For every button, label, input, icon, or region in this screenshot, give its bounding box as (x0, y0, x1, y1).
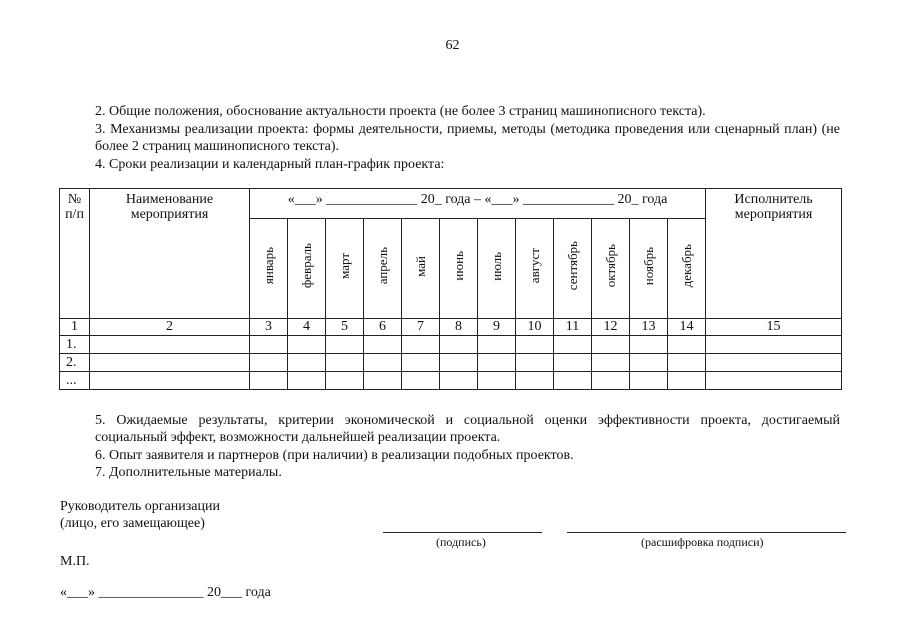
header-month-cell (250, 219, 288, 319)
column-number-cell: 12 (592, 319, 630, 336)
calendar-plan-table (59, 188, 842, 390)
org-head-label: Руководитель организации (60, 499, 220, 514)
section-3-mechanisms (60, 121, 840, 155)
header-month-label: декабрь (678, 244, 694, 288)
table-cell (592, 354, 630, 372)
header-month-label: сентябрь (564, 241, 580, 291)
signature-decode-caption: (расшифровка подписи) (641, 535, 764, 549)
table-cell (516, 336, 554, 354)
column-number-cell: 14 (668, 319, 706, 336)
column-number-cell: 5 (326, 319, 364, 336)
section-7-materials (60, 464, 840, 481)
signature-caption: (подпись) (436, 535, 486, 549)
table-cell (554, 354, 592, 372)
table-cell (440, 336, 478, 354)
table-cell (630, 372, 668, 390)
section-4-text: 4. Сроки реализации и календарный план-график проекта: (95, 157, 445, 172)
row-number-cell: ... (60, 372, 90, 390)
table-row (60, 354, 842, 372)
table-cell (288, 372, 326, 390)
table-cell (402, 336, 440, 354)
header-period (250, 189, 706, 219)
header-event-name (90, 189, 250, 319)
column-number-cell: 15 (706, 319, 842, 336)
header-month-cell (630, 219, 668, 319)
section-6-text: 6. Опыт заявителя и партнеров (при наличии) в реализации подобных проектов. (95, 448, 574, 463)
header-month-cell (402, 219, 440, 319)
section-2-text: 2. Общие положения, обоснование актуальности проекта (не более 3 страниц машинописного текста). (95, 104, 706, 119)
table-cell (440, 354, 478, 372)
stamp-place-label: М.П. (60, 554, 90, 569)
signature-decode-line (567, 532, 846, 533)
table-cell (250, 354, 288, 372)
table-cell (706, 372, 842, 390)
table-cell (516, 354, 554, 372)
table-cell (478, 354, 516, 372)
table-row (60, 372, 842, 390)
table-cell (440, 372, 478, 390)
signature-line (383, 532, 542, 533)
header-month-cell (516, 219, 554, 319)
table-cell (630, 336, 668, 354)
header-executor-text: Исполнитель мероприятия (734, 192, 813, 222)
header-month-label: март (336, 253, 352, 279)
table-cell (250, 372, 288, 390)
header-month-label: январь (260, 247, 276, 285)
header-event-name-text: Наименование мероприятия (125, 192, 214, 222)
table-cell (592, 372, 630, 390)
table-cell (402, 354, 440, 372)
header-month-cell (440, 219, 478, 319)
table-row (60, 336, 842, 354)
section-3-text: 3. Механизмы реализации проекта: формы деятельности, приемы, методы (методика проведения или сценарный план) (не более 2 страниц машинописного текста). (95, 122, 840, 154)
header-month-label: февраль (298, 243, 314, 289)
table-cell (668, 354, 706, 372)
table-cell (592, 336, 630, 354)
header-period-text: «___» _____________ 20_ года – «___» _____________ 20_ года (287, 192, 668, 207)
table-cell (288, 354, 326, 372)
table-cell (668, 372, 706, 390)
header-month-label: ноябрь (640, 246, 656, 286)
header-month-cell (668, 219, 706, 319)
column-number-cell: 7 (402, 319, 440, 336)
table-cell (326, 372, 364, 390)
table-cell (326, 336, 364, 354)
header-month-cell (364, 219, 402, 319)
table-cell (402, 372, 440, 390)
row-number-cell: 1. (60, 336, 90, 354)
header-month-cell (326, 219, 364, 319)
header-month-label: апрель (374, 247, 390, 285)
column-number-cell: 3 (250, 319, 288, 336)
column-number-cell: 2 (90, 319, 250, 336)
header-month-cell (592, 219, 630, 319)
date-label: «___» _______________ 20___ года (60, 585, 271, 600)
column-number-cell: 9 (478, 319, 516, 336)
section-6-experience (60, 447, 840, 464)
column-number-cell: 13 (630, 319, 668, 336)
table-cell (90, 336, 250, 354)
table-cell (250, 336, 288, 354)
header-executor (706, 189, 842, 319)
table-cell (554, 372, 592, 390)
table-cell (516, 372, 554, 390)
header-month-label: май (412, 255, 428, 277)
table-cell (706, 336, 842, 354)
column-number-cell: 11 (554, 319, 592, 336)
header-month-label: август (526, 248, 542, 284)
header-month-label: июль (488, 251, 504, 281)
page-number: 62 (445, 38, 460, 53)
table-cell (364, 354, 402, 372)
column-number-cell: 10 (516, 319, 554, 336)
header-month-label: июнь (450, 251, 466, 281)
table-cell (554, 336, 592, 354)
header-month-cell (554, 219, 592, 319)
table-cell (630, 354, 668, 372)
header-number-text: № п/п (65, 192, 84, 222)
column-number-cell: 1 (60, 319, 90, 336)
table-cell (90, 354, 250, 372)
table-cell (288, 336, 326, 354)
table-cell (706, 354, 842, 372)
table-cell (668, 336, 706, 354)
column-number-cell: 4 (288, 319, 326, 336)
table-cell (90, 372, 250, 390)
table-cell (478, 372, 516, 390)
org-head-sub-label: (лицо, его замещающее) (60, 516, 205, 531)
column-number-cell: 6 (364, 319, 402, 336)
section-5-text: 5. Ожидаемые результаты, критерии экономической и социальной оценки эффективности проекта, достигаемый социальный эффект, возможности дальнейшей реализации проекта. (95, 413, 840, 445)
row-number-cell: 2. (60, 354, 90, 372)
table-cell (478, 336, 516, 354)
section-7-text: 7. Дополнительные материалы. (95, 465, 282, 480)
header-month-cell (478, 219, 516, 319)
table-cell (364, 336, 402, 354)
table-cell (326, 354, 364, 372)
header-number (60, 189, 90, 319)
column-number-cell: 8 (440, 319, 478, 336)
section-2-general (60, 103, 840, 120)
section-4-timeline (60, 156, 840, 173)
header-month-cell (288, 219, 326, 319)
section-5-results (60, 412, 840, 446)
header-month-label: октябрь (602, 244, 618, 288)
table-cell (364, 372, 402, 390)
